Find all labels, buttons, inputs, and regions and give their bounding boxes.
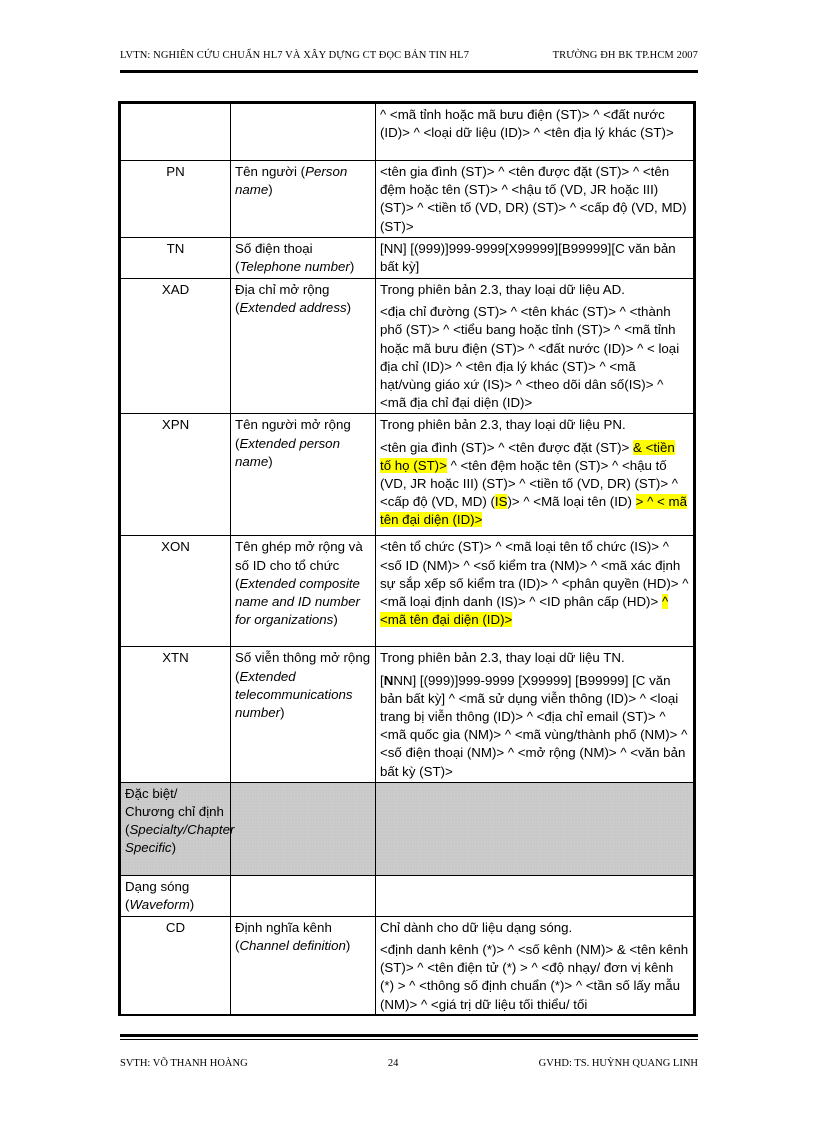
highlight: IS bbox=[494, 494, 508, 510]
type-name: Địa chỉ mở rộng (Extended address) bbox=[231, 279, 376, 414]
category-label: Đặc biệt/ Chương chỉ định (Specialty/Chapter Specific) bbox=[121, 782, 231, 875]
type-description: <tên gia đình (ST)> ^ <tên được đặt (ST)> ^ <tên đệm hoặc tên (ST)> ^ <hậu tố (VD, JR hoặc III) (ST)> ^ <tiền tố (VD, DR) (ST)> ^ <cấp độ (VD, MD) (ST)> bbox=[376, 161, 694, 238]
type-code: CD bbox=[121, 916, 231, 1016]
type-code: XPN bbox=[121, 414, 231, 536]
data-type-table bbox=[118, 101, 696, 1016]
type-description: Trong phiên bản 2.3, thay loại dữ liệu TN. [NNN] [(999)]999-9999 [X99999] [B99999] [C văn bản bất kỳ] ^ <mã sử dụng viễn thông (ID)> ^ <loại trang bị viễn thông (ID)> ^ <địa chỉ email (ST)> ^ <mã quốc gia (NM)> ^ <mã vùng/thành phố (NM)> ^ <số điện thoại (NM)> ^ <mở rộng (NM)> ^ <văn bản bất kỳ (ST)> bbox=[376, 647, 694, 782]
header-rule bbox=[120, 70, 698, 73]
highlight: & <tiền tố họ (ST)> bbox=[380, 439, 675, 473]
table-row-xon bbox=[121, 536, 694, 647]
footer-rule-thick bbox=[120, 1034, 698, 1037]
type-code: PN bbox=[121, 161, 231, 238]
table-row-xtn bbox=[121, 647, 694, 782]
page-number: 24 bbox=[387, 1058, 399, 1069]
category-label: Dạng sóng (Waveform) bbox=[121, 875, 231, 916]
type-code: TN bbox=[121, 238, 231, 279]
footer-student: SVTH: VÕ THANH HOÀNG bbox=[120, 1058, 248, 1069]
type-code: XON bbox=[121, 536, 231, 647]
row-description: ^ <mã tỉnh hoặc mã bưu điện (ST)> ^ <đất nước (ID)> ^ <loại dữ liệu (ID)> ^ <tên địa lý khác (ST)> bbox=[376, 104, 694, 161]
highlight: ^ <mã tên đại diện (ID)> bbox=[380, 594, 669, 628]
table-row-tn bbox=[121, 238, 694, 279]
type-description: Trong phiên bản 2.3, thay loại dữ liệu AD. <địa chỉ đường (ST)> ^ <tên khác (ST)> ^ <thành phố (ST)> ^ <tiểu bang hoặc tỉnh (ST)> ^ <mã tỉnh hoặc mã bưu điện (ST)> ^ <đất nước (ID)> ^ < loại địa chỉ (ID)> ^ <tên địa lý khác (ST)> ^ <mã hạt/vùng giáo xứ (IS)> ^ <theo dõi dân số(IS)> ^ <mã địa chỉ đại diện (ID)> bbox=[376, 279, 694, 414]
footer-rule-thin bbox=[120, 1039, 698, 1040]
type-name: Số điện thoại (Telephone number) bbox=[231, 238, 376, 279]
table-row-pn bbox=[121, 161, 694, 238]
header-title: LVTN: NGHIÊN CỨU CHUẨN HL7 VÀ XÂY DỰNG CT ĐỌC BẢN TIN HL7 bbox=[120, 50, 470, 61]
table-row-xad bbox=[121, 279, 694, 414]
type-description: Trong phiên bản 2.3, thay loại dữ liệu PN. <tên gia đình (ST)> ^ <tên được đặt (ST)> & <tiền tố họ (ST)> ^ <tên đệm hoặc tên (ST)> ^ <hậu tố (VD, JR hoặc III) (ST)> ^ <tiền tố (VD, DR) (ST)> ^ <cấp độ (VD, MD) (IS)> ^ <Mã loại tên (ID) > ^ < mã tên đại diện (ID)> bbox=[376, 414, 694, 536]
highlight: > ^ < mã tên đại diện (ID)> bbox=[380, 494, 687, 528]
type-code: XAD bbox=[121, 279, 231, 414]
type-name: Tên người mở rộng (Extended person name) bbox=[231, 414, 376, 536]
table-row-waveform bbox=[121, 875, 694, 916]
type-name: Tên ghép mở rộng và số ID cho tổ chức (Extended composite name and ID number for organizations) bbox=[231, 536, 376, 647]
type-description: [NN] [(999)]999-9999[X99999][B99999][C văn bản bất kỳ] bbox=[376, 238, 694, 279]
type-name: Số viễn thông mở rộng (Extended telecommunications number) bbox=[231, 647, 376, 782]
footer-advisor: GVHD: TS. HUỲNH QUANG LINH bbox=[538, 1058, 698, 1069]
header-school: TRƯỜNG ĐH BK TP.HCM 2007 bbox=[552, 50, 698, 61]
type-description: Chỉ dành cho dữ liệu dạng sóng. <định danh kênh (*)> ^ <số kênh (NM)> & <tên kênh (ST)> ^ <tên điện tử (*) > ^ <độ nhạy/ đơn vị kênh (*) > ^ <thông số định chuẩn (*)> ^ <tần số lấy mẫu (NM)> ^ <giá trị dữ liệu tối thiểu/ tối bbox=[376, 916, 694, 1016]
page-header bbox=[120, 50, 698, 61]
type-name: Định nghĩa kênh (Channel definition) bbox=[231, 916, 376, 1016]
table-row-cd bbox=[121, 916, 694, 1016]
table-row bbox=[121, 104, 694, 161]
type-description: <tên tổ chức (ST)> ^ <mã loại tên tổ chức (IS)> ^ <số ID (NM)> ^ <số kiểm tra (NM)> ^ <mã xác định sự sắp xếp số kiểm tra (ID)> ^ <phân quyền (HD)> ^ <mã loại định danh (IS)> ^ <ID phân cấp (HD)> ^ <mã tên đại diện (ID)> bbox=[376, 536, 694, 647]
table-row-xpn bbox=[121, 414, 694, 536]
type-code: XTN bbox=[121, 647, 231, 782]
type-name: Tên người (Person name) bbox=[231, 161, 376, 238]
page-footer bbox=[120, 1058, 698, 1069]
table-row-specialty bbox=[121, 782, 694, 875]
